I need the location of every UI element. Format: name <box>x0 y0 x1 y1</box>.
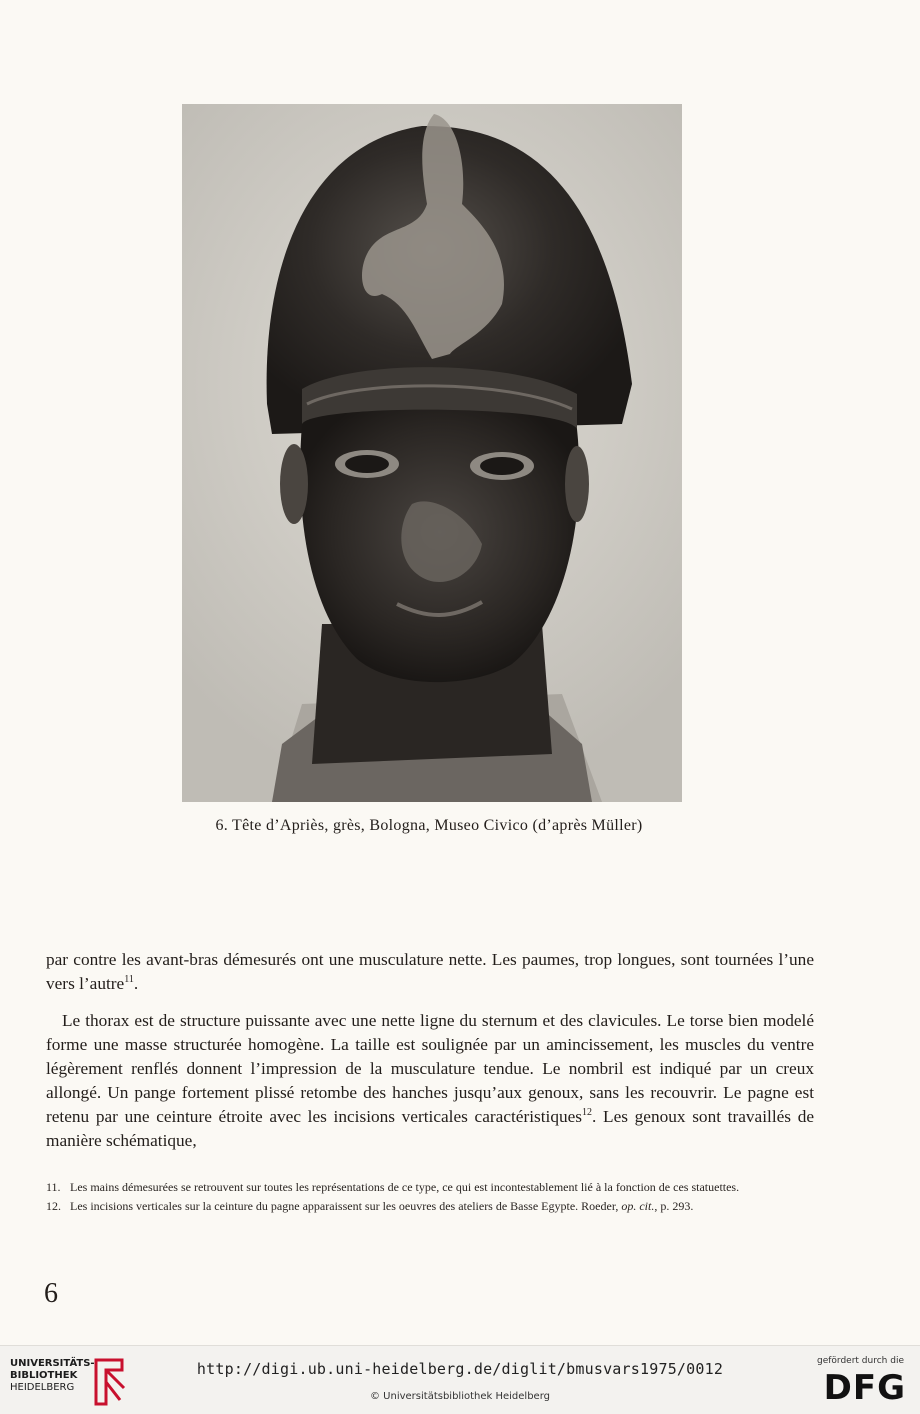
figure-caption: 6. Tête d’Apriès, grès, Bologna, Museo Civico (d’après Müller) <box>215 817 643 834</box>
paragraph-1-end: . <box>133 974 139 993</box>
permalink-url[interactable]: http://digi.ub.uni-heidelberg.de/diglit/bmusvars1975/0012 <box>196 1360 724 1378</box>
footnote-ref-12[interactable]: 12 <box>582 1107 593 1118</box>
library-name-line-3: HEIDELBERG <box>10 1382 75 1393</box>
paragraph-thorax <box>46 1009 814 1153</box>
footnote-12-citation: op. cit. <box>621 1199 655 1213</box>
footnote-12-end: , p. 293. <box>654 1199 694 1213</box>
footnotes <box>46 1178 814 1216</box>
paragraph-2-text: Le thorax est de structure puissante avec une nette ligne du sternum et des clavicules. Le torse bien modelé forme une masse structurée homogène. La taille est soulignée par un amincissement, les muscles du ventre légèrement renflés donnent l’impression de la musculature tendue. Le nombril est indiqué par un creux allongé. Un pange fortement plissé retombe des hanches jusqu’aux genoux, sans les recouvrir. Le pagne est retenu par une ceinture étroite avec les incisions verticales caractéristiques <box>46 1011 814 1126</box>
page-number: 6 <box>44 1278 58 1309</box>
digitization-footer <box>0 1345 920 1414</box>
paragraph-continuation <box>46 948 814 996</box>
paragraph-1-text: par contre les avant-bras démesurés ont une musculature nette. Les paumes, trop longues, sont tournées l’une vers l’autre <box>46 950 814 993</box>
footnote-12-number: 12. <box>46 1199 61 1213</box>
paragraph-2-end: . Les genoux sont travaillés de manière schématique, <box>46 1107 815 1150</box>
dfg-logo-icon[interactable]: DFG <box>823 1368 906 1408</box>
footnote-12 <box>46 1197 814 1215</box>
footnote-11-number: 11. <box>46 1180 61 1194</box>
footnote-12-text: Les incisions verticales sur la ceinture du pagne apparaissent sur les oeuvres des ateliers de Basse Egypte. Roeder, <box>70 1199 619 1213</box>
footnote-11 <box>46 1178 814 1196</box>
library-name-line-1: UNIVERSITÄTS- <box>10 1358 95 1369</box>
figure-photo-head-of-apries <box>182 104 682 802</box>
sculpture-head-image <box>182 104 682 802</box>
library-name-line-2: BIBLIOTHEK <box>10 1370 78 1381</box>
footnote-11-text: Les mains démesurées se retrouvent sur toutes les représentations de ce type, ce qui est incontestablement lié à la fonction de ces statuettes. <box>70 1180 740 1194</box>
footnote-ref-11[interactable]: 11 <box>124 974 134 985</box>
copyright-notice: © Universitätsbibliothek Heidelberg <box>369 1391 550 1402</box>
funder-label: gefördert durch die <box>817 1356 904 1366</box>
